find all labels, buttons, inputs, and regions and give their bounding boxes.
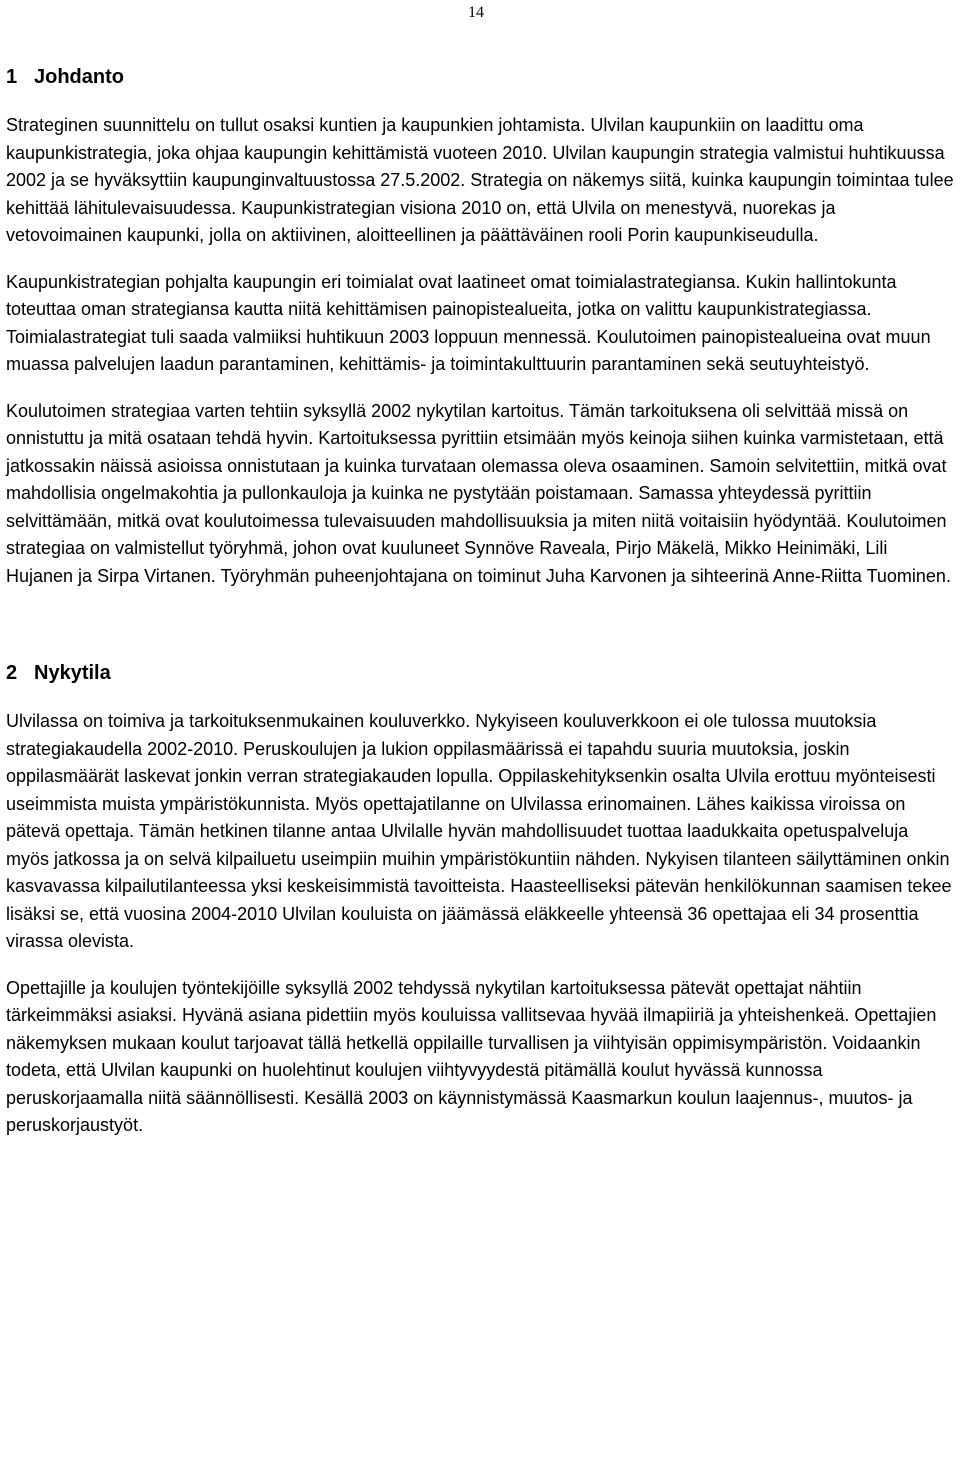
chapter-1-heading	[6, 62, 956, 92]
page-number: 14	[468, 4, 484, 21]
chapter-1-number: 1	[6, 66, 18, 88]
chapter-2-number: 2	[6, 662, 18, 684]
chapter-1-paragraph-3: Koulutoimen strategiaa varten tehtiin syksyllä 2002 nykytilan kartoitus. Tämän tarkoituksena oli selvittää missä on onnistuttu ja mitä osataan tehdä hyvin. Kartoituksessa pyrittiin etsimään myös keinoja siihen kuinka varmistetaan, että jatkossakin näissä asioissa onnistutaan ja kuinka turvataan olemassa oleva osaaminen. Samoin selvitettiin, mitkä ovat mahdollisia ongelmakohtia ja pullonkauloja ja kuinka ne pystytään poistamaan. Samassa yhteydessä pyrittiin selvittämään, mitkä ovat koulutoimessa tulevaisuuden mahdollisuuksia ja miten niitä voitaisiin hyödyntää. Koulutoimen strategiaa on valmistellut työryhmä, johon ovat kuuluneet Synnöve Raveala, Pirjo Mäkelä, Mikko Heinimäki, Lili Hujanen ja Sirpa Virtanen. Työryhmän puheenjohtajana on toiminut Juha Karvonen ja sihteerinä Anne-Riitta Tuominen.	[6, 400, 951, 586]
chapter-2-paragraph-1: Ulvilassa on toimiva ja tarkoituksenmukainen kouluverkko. Nykyiseen kouluverkkoon ei ole tulossa muutoksia strategiakaudella 2002-2010. Peruskoulujen ja lukion oppilasmäärissä ei tapahdu suuria muutoksia, joskin oppilasmäärät laskevat jonkin verran strategiakauden lopulla. Oppilaskehityksenkin osalta Ulvila erottuu myönteisesti useimmista muista ympäristökunnista. Myös opettajatilanne on Ulvilassa erinomainen. Lähes kaikissa viroissa on pätevä opettaja. Tämän hetkinen tilanne antaa Ulvilalle hyvän mahdollisuudet tuottaa laadukkaita opetuspalveluja myös jatkossa ja on selvä kilpailuetu useimpiin muihin ympäristökuntiin nähden. Nykyisen tilanteen säilyttäminen onkin kasvavassa kilpailutilanteessa yksi keskeisimmistä tavoitteista. Haasteelliseksi pätevän henkilökunnan saamisen tekee lisäksi se, että vuosina 2004-2010 Ulvilan kouluista on jäämässä eläkkeelle yhteensä 36 opettajaa eli 34 prosenttia virassa olevista.	[6, 711, 952, 951]
chapter-1-title: Johdanto	[34, 66, 124, 88]
chapter-2-title: Nykytila	[34, 662, 111, 684]
chapter-1-paragraph-2: Kaupunkistrategian pohjalta kaupungin eri toimialat ovat laatineet omat toimialastrategiansa. Kukin hallintokunta toteuttaa oman strategiansa kautta niitä kehittämisen painopistealueita, jotka on valittu kaupunkistrategiassa. Toimialastrategiat tuli saada valmiiksi huhtikuun 2003 loppuun mennessä. Koulutoimen painopistealueina ovat muun muassa palvelujen laadun parantaminen, kehittämis- ja toimintakulttuurin parantaminen sekä seutuyhteistyö.	[6, 271, 931, 374]
chapter-2-heading	[6, 658, 956, 688]
document-body	[6, 62, 956, 1140]
chapter-1-paragraph-1: Strateginen suunnittelu on tullut osaksi kuntien ja kaupunkien johtamista. Ulvilan kaupunkiin on laadittu oma kaupunkistrategia, joka ohjaa kaupungin kehittämistä vuoteen 2010. Ulvilan kaupungin strategia valmistui huhtikuussa 2002 ja se hyväksyttiin kaupunginvaltuustossa 27.5.2002. Strategia on näkemys siitä, kuinka kaupungin toimintaa tulee kehittää lähitulevaisuudessa. Kaupunkistrategian visiona 2010 on, että Ulvila on menestyvä, nuorekas ja vetovoimainen kaupunki, jolla on aktiivinen, aloitteellinen ja päättäväinen rooli Porin kaupunkiseudulla.	[6, 115, 954, 245]
chapter-2-paragraph-2: Opettajille ja koulujen työntekijöille syksyllä 2002 tehdyssä nykytilan kartoituksessa pätevät opettajat nähtiin tärkeimmäksi asiaksi. Hyvänä asiana pidettiin myös kouluissa vallitsevaa hyvää ilmapiiriä ja yhteishenkeä. Opettajien näkemyksen mukaan koulut tarjoavat tällä hetkellä oppilaille turvallisen ja viihtyisän oppimisympäristön. Voidaankin todeta, että Ulvilan kaupunki on huolehtinut koulujen viihtyvyydestä pitämällä koulut hyvässä kunnossa peruskorjaamalla niitä säännöllisesti. Kesällä 2003 on käynnistymässä Kaasmarkun koulun laajennus-, muutos- ja peruskorjaustyöt.	[6, 977, 937, 1135]
